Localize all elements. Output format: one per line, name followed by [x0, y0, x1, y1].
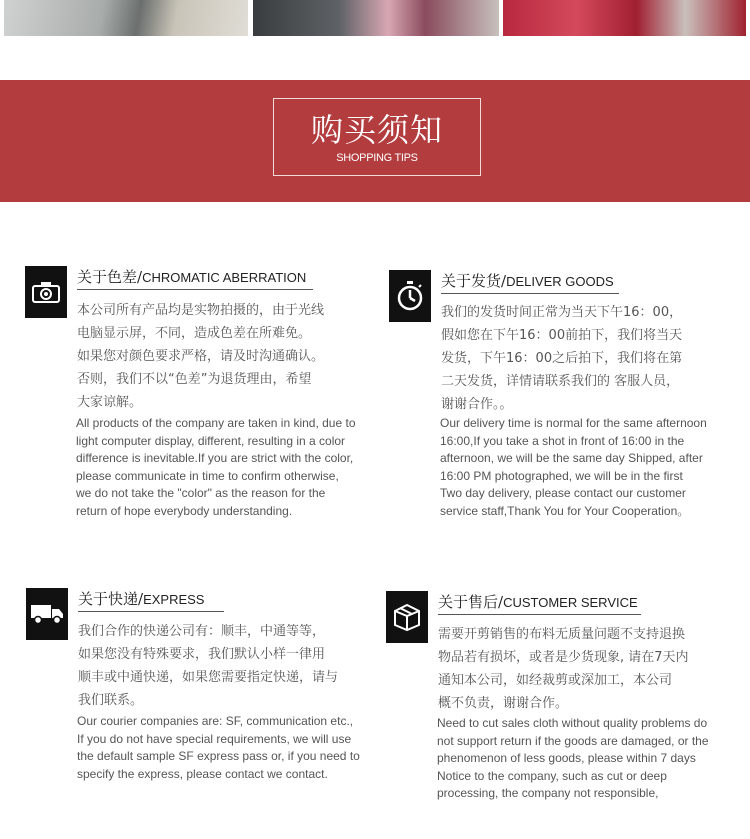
text-line: Two day delivery, please contact our customer: [440, 486, 686, 501]
text-line: processing, the company not responsible,: [437, 786, 659, 801]
text-line: 我们联系。: [78, 693, 144, 708]
section-heading: [438, 591, 638, 612]
section-heading: [441, 270, 614, 291]
text-line: 如果您对颜色要求严格，请及时沟通确认。: [77, 349, 325, 364]
text-line: 大家谅解。: [77, 395, 143, 410]
chinese-text: [438, 623, 689, 715]
text-line: 二天发货，详情请联系我们的 客服人员，: [441, 374, 680, 389]
chinese-text: [78, 620, 338, 712]
text-line: Our delivery time is normal for the same afternoon: [440, 416, 707, 430]
heading-zh: 关于色差/: [77, 268, 143, 286]
camera-icon: [25, 266, 67, 318]
fabric-photo-3: [503, 0, 746, 36]
stopwatch-icon: [389, 270, 431, 322]
banner-frame: [273, 98, 481, 176]
text-line: 假如您在下午16：00前拍下，我们将当天: [441, 328, 683, 343]
heading-en: CUSTOMER SERVICE: [503, 595, 638, 610]
english-text: [76, 415, 356, 521]
text-line: 通知本公司，如经裁剪或深加工，本公司: [438, 673, 673, 688]
text-line: 如果您没有特殊要求，我们默认小样一律用: [78, 647, 326, 662]
text-line: the default sample SF express pass or, if you need to: [77, 749, 360, 764]
text-line: Need to cut sales cloth without quality problems do: [437, 716, 708, 730]
text-line: afternoon, we will be the same day Shipped, after: [440, 451, 703, 466]
text-line: 16:00 PM photographed, we will be in the first: [440, 468, 683, 483]
heading-underline: [441, 293, 619, 294]
shopping-tips-banner: [0, 80, 750, 202]
truck-icon: [26, 588, 68, 640]
english-text: [437, 715, 709, 803]
heading-underline: [78, 611, 224, 612]
text-line: 发货，下午16：00之后拍下，我们将在第: [441, 351, 683, 366]
english-text: [77, 713, 360, 783]
chinese-text: [441, 301, 682, 416]
heading-en: CHROMATIC ABERRATION: [142, 270, 307, 285]
text-line: All products of the company are taken in kind, due to: [76, 416, 356, 430]
text-line: service staff,Thank You for Your Cooperation。: [440, 503, 690, 518]
english-text: [440, 415, 707, 521]
text-line: 顺丰或中通快递，如果您需要指定快递，请与: [78, 670, 339, 685]
heading-zh: 关于发货/: [441, 272, 507, 290]
text-line: 我们合作的快递公司有：顺丰，中通等等，: [78, 624, 326, 639]
fabric-photo-1: [4, 0, 248, 36]
text-line: If you do not have special requirements, we will use: [77, 731, 352, 746]
heading-en: EXPRESS: [143, 592, 205, 607]
section-chromatic-aberration: [25, 266, 370, 526]
text-line: 概不负责，谢谢合作。: [438, 696, 569, 711]
chinese-text: [77, 299, 324, 414]
photo-strip: [0, 0, 750, 40]
text-line: 我们的发货时间正常为当天下午16：00，: [441, 305, 683, 320]
heading-en: DELIVER GOODS: [506, 274, 614, 289]
text-line: difference is inevitable.If you are strict with the color,: [76, 451, 354, 466]
text-line: 否则，我们不以“色差”为退货理由，希望: [77, 372, 312, 387]
heading-zh: 关于售后/: [438, 593, 504, 611]
text-line: phenomenon of less goods, please within 7 days: [437, 751, 696, 766]
text-line: return of hope everybody understanding.: [76, 503, 293, 518]
section-heading: [77, 266, 306, 287]
heading-underline: [77, 289, 313, 290]
package-icon: [386, 591, 428, 643]
text-line: not support return if the goods are damaged, or the: [437, 733, 709, 748]
fabric-photo-2: [253, 0, 499, 36]
section-express: [26, 588, 371, 788]
section-customer-service: [386, 591, 731, 811]
text-line: specify the express, please contact we contact.: [77, 766, 328, 781]
section-heading: [78, 588, 204, 609]
heading-zh: 关于快递/: [78, 590, 144, 608]
text-line: 物品若有损坏，或者是少货现象, 请在7天内: [438, 650, 689, 665]
text-line: 电脑显示屏，不同，造成色差在所难免。: [77, 326, 312, 341]
text-line: Our courier companies are: SF, communication etc.,: [77, 714, 354, 728]
text-line: 谢谢合作。。: [441, 397, 513, 412]
heading-underline: [438, 614, 641, 615]
text-line: please communicate in time to confirm otherwise,: [76, 468, 339, 483]
banner-title: 购买须知: [310, 111, 443, 149]
bottom-fade: [380, 800, 750, 839]
banner-subtitle: SHOPPING TIPS: [336, 152, 418, 164]
text-line: we do not take the "color" as the reason for the: [76, 486, 326, 501]
text-line: 16:00,If you take a shot in front of 16:00 in the: [440, 433, 685, 448]
text-line: light computer display, different, resulting in a color: [76, 433, 346, 448]
text-line: 需要开剪销售的布料无质量问题不支持退换: [438, 627, 686, 642]
section-deliver-goods: [389, 270, 734, 530]
text-line: Notice to the company, such as cut or deep: [437, 768, 667, 783]
text-line: 本公司所有产品均是实物拍摄的，由于光线: [77, 303, 325, 318]
